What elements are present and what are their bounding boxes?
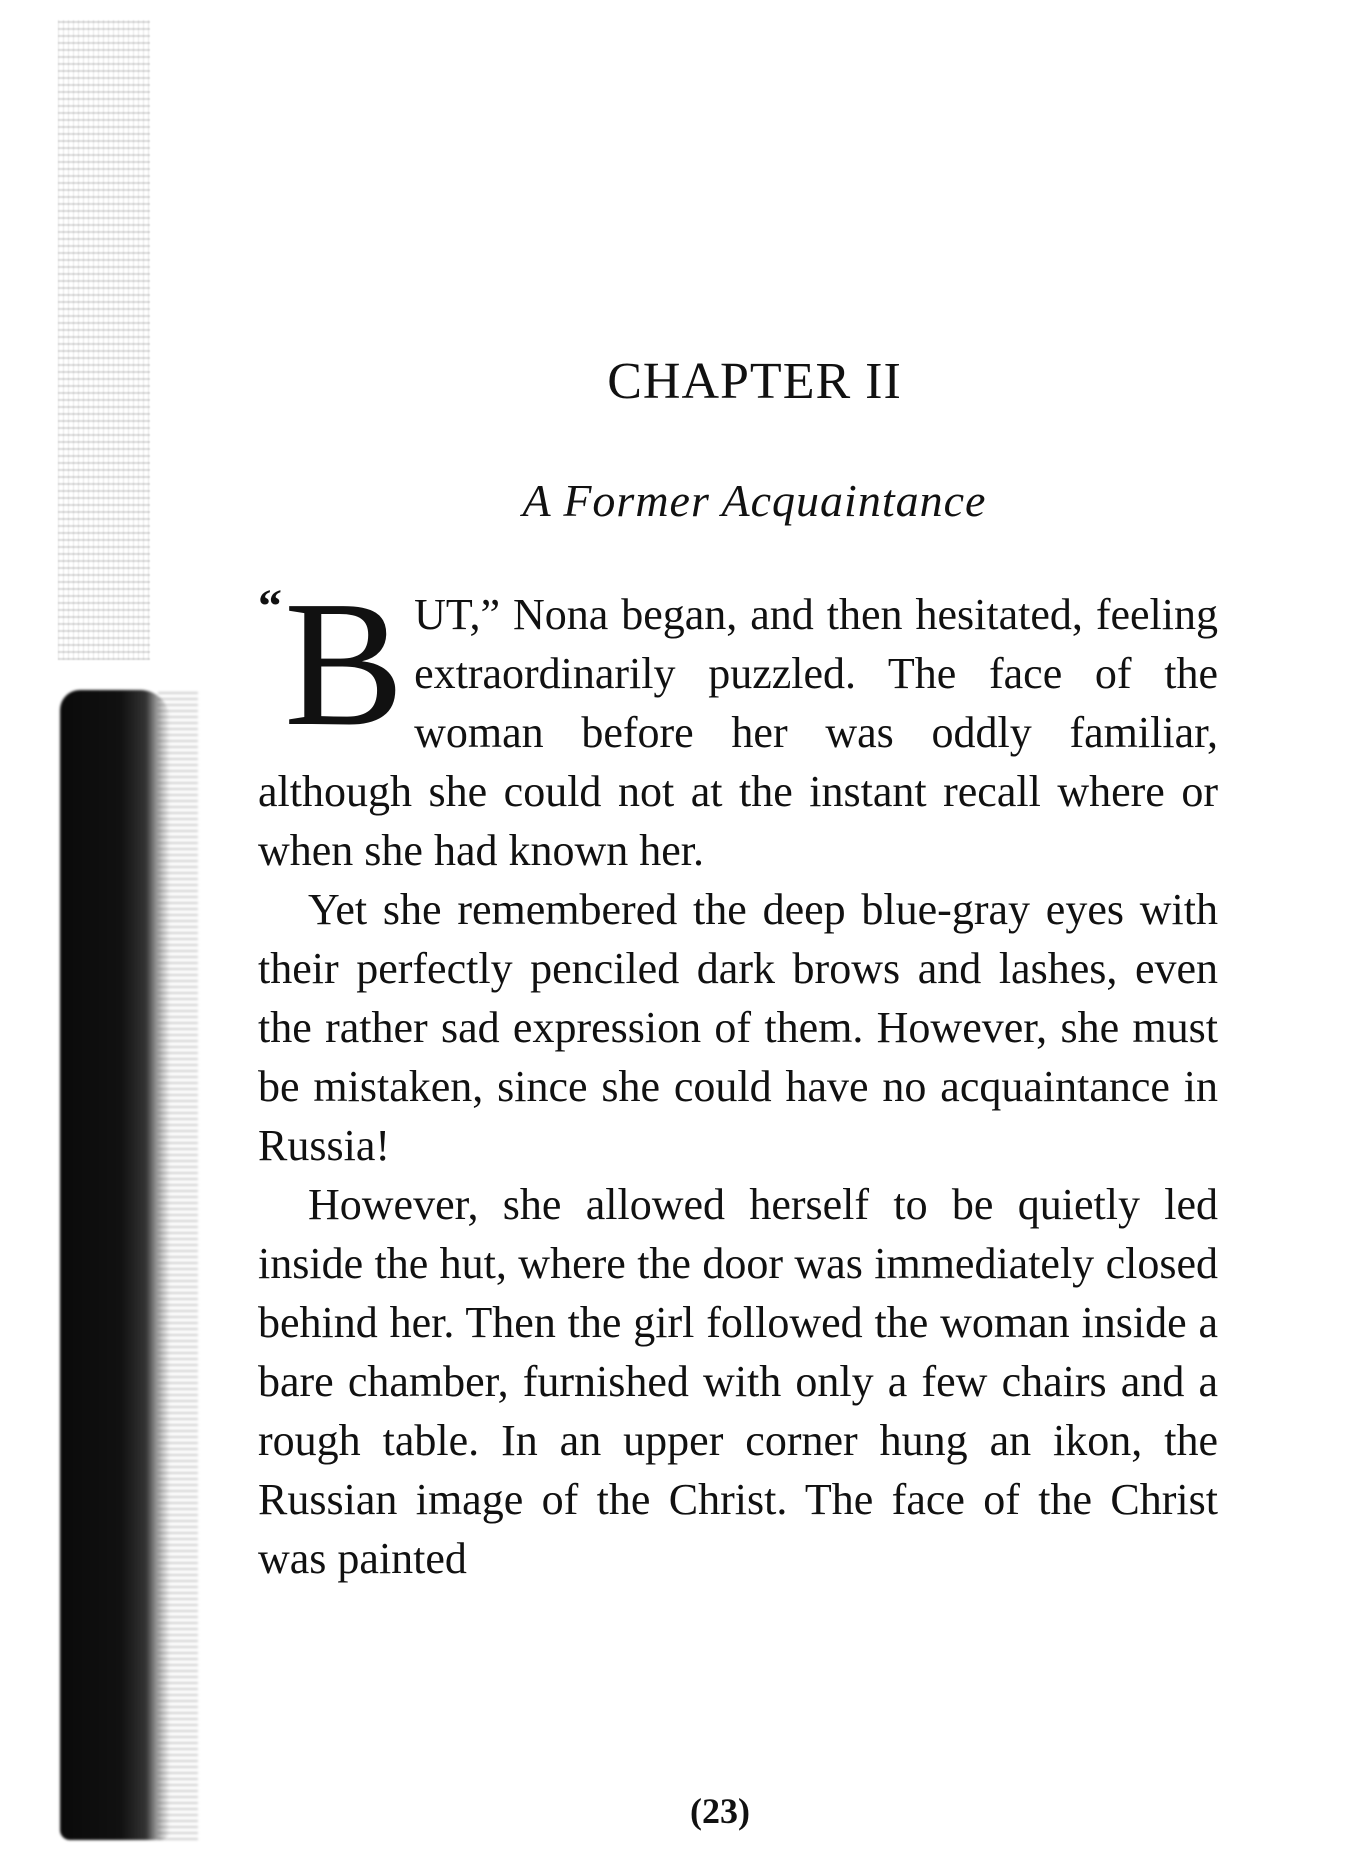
paragraph-3: However, she allowed herself to be quietly led inside the hut, where the door was immediately closed behind her. Then the girl followed the woman inside a bare chamber, furnished with only a few chairs and a rough table. In an upper corner hung an ikon, the Russian image of the Christ. The face of the Christ was painted bbox=[258, 1180, 1218, 1583]
page-number: (23) bbox=[690, 1791, 750, 1831]
paragraph-2: Yet she remembered the deep blue-gray eyes with their perfectly penciled dark brows and lashes, even the rather sad expression of them. However, she must be mistaken, since she could have no acquaintance in Russia! bbox=[258, 885, 1218, 1170]
chapter-title: CHAPTER II bbox=[607, 353, 902, 410]
paragraph-1 bbox=[258, 564, 1218, 880]
binding-gutter-dark bbox=[60, 690, 170, 1840]
paragraph-1-text: UT,” Nona began, and then hesitated, feeling extraordinarily puzzled. The face of the woman before her was oddly familiar, although she could not at the instant recall where or when she had known her. bbox=[258, 590, 1218, 875]
drop-cap-group bbox=[258, 564, 405, 763]
open-quote: “ bbox=[258, 580, 282, 633]
chapter-text bbox=[258, 564, 1218, 1588]
chapter-subtitle: A Former Acquaintance bbox=[522, 475, 987, 526]
drop-cap-letter: B bbox=[284, 564, 405, 763]
binding-gutter-shadow bbox=[58, 20, 150, 660]
